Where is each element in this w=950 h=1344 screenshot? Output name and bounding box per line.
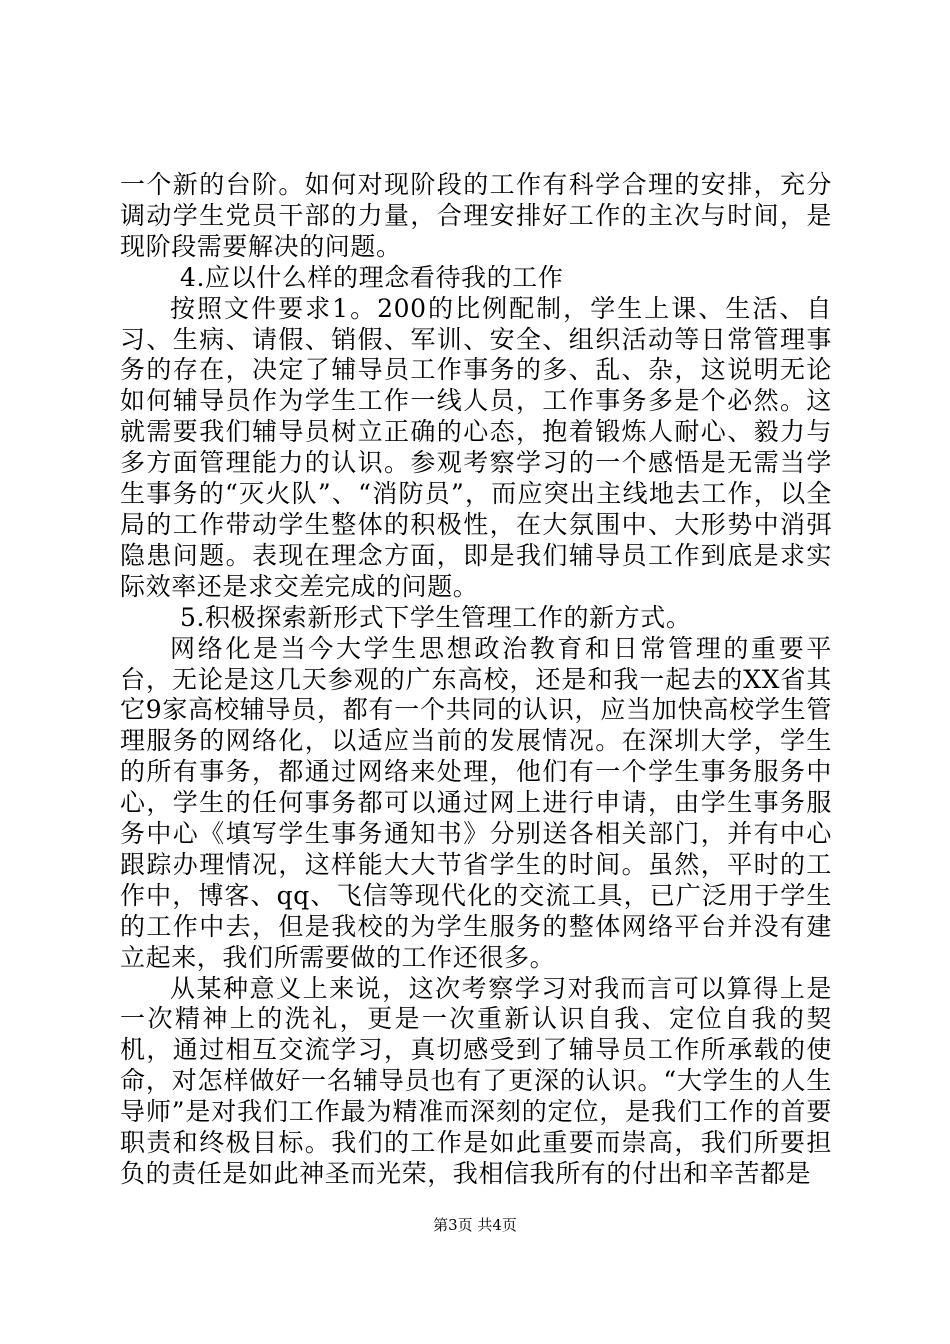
document-body <box>120 170 832 1190</box>
paragraph-networking: 网络化是当今大学生思想政治教育和日常管理的重要平台，无论是这几天参观的广东高校，还是和我一起去的XX省其它9家高校辅导员，都有一个共同的认识，应当加快高校学生管理服务的网络化，以适应当前的发展情况。在深圳大学，学生的所有事务，都通过网络来处理，他们有一个学生事务服务中心，学生的任何事务都可以通过网上进行申请，由学生事务服务中心《填写学生事务通知书》分别送各相关部门，并有中心跟踪办理情况，这样能大大节省学生的时间。虽然，平时的工作中，博客、qq、飞信等现代化的交流工具，已广泛用于学生的工作中去，但是我校的为学生服务的整体网络平台并没有建立起来，我们所需要做的工作还很多。 <box>120 633 832 972</box>
section-heading-4: 4.应以什么样的理念看待我的工作 <box>180 262 564 292</box>
paragraph-workload: 按照文件要求1。200的比例配制，学生上课、生活、自习、生病、请假、销假、军训、安全、组织活动等日常管理事务的存在，决定了辅导员工作事务的多、乱、杂，这说明无论如何辅导员作为学生工作一线人员，工作事务多是个必然。这就需要我们辅导员树立正确的心态，抱着锻炼人耐心、毅力与多方面管理能力的认识。参观考察学习的一个感悟是无需当学生事务的“灭火队”、“消防员”，而应突出主线地去工作，以全局的工作带动学生整体的积极性，在大氛围中、大形势中消弭隐患问题。表现在理念方面，即是我们辅导员工作到底是求实际效率还是求交差完成的问题。 <box>120 293 832 601</box>
page-footer: 第3页 共4页 <box>433 1216 517 1234</box>
paragraph-continuation: 一个新的台阶。如何对现阶段的工作有科学合理的安排，充分调动学生党员干部的力量，合理安排好工作的主次与时间，是现阶段需要解决的问题。 <box>120 170 832 261</box>
paragraph-reflection: 从某种意义上来说，这次考察学习对我而言可以算得上是一次精神上的洗礼，更是一次重新认识自我、定位自我的契机，通过相互交流学习，真切感受到了辅导员工作所承载的使命，对怎样做好一名辅导员也有了更深的认识。“大学生的人生导师”是对我们工作最为精准而深刻的定位，是我们工作的首要职责和终极目标。我们的工作是如此重要而崇高，我们所要担负的责任是如此神圣而光荣，我相信我所有的付出和辛苦都是 <box>120 973 832 1188</box>
section-heading-5: 5.积极探索新形式下学生管理工作的新方式。 <box>180 602 692 632</box>
